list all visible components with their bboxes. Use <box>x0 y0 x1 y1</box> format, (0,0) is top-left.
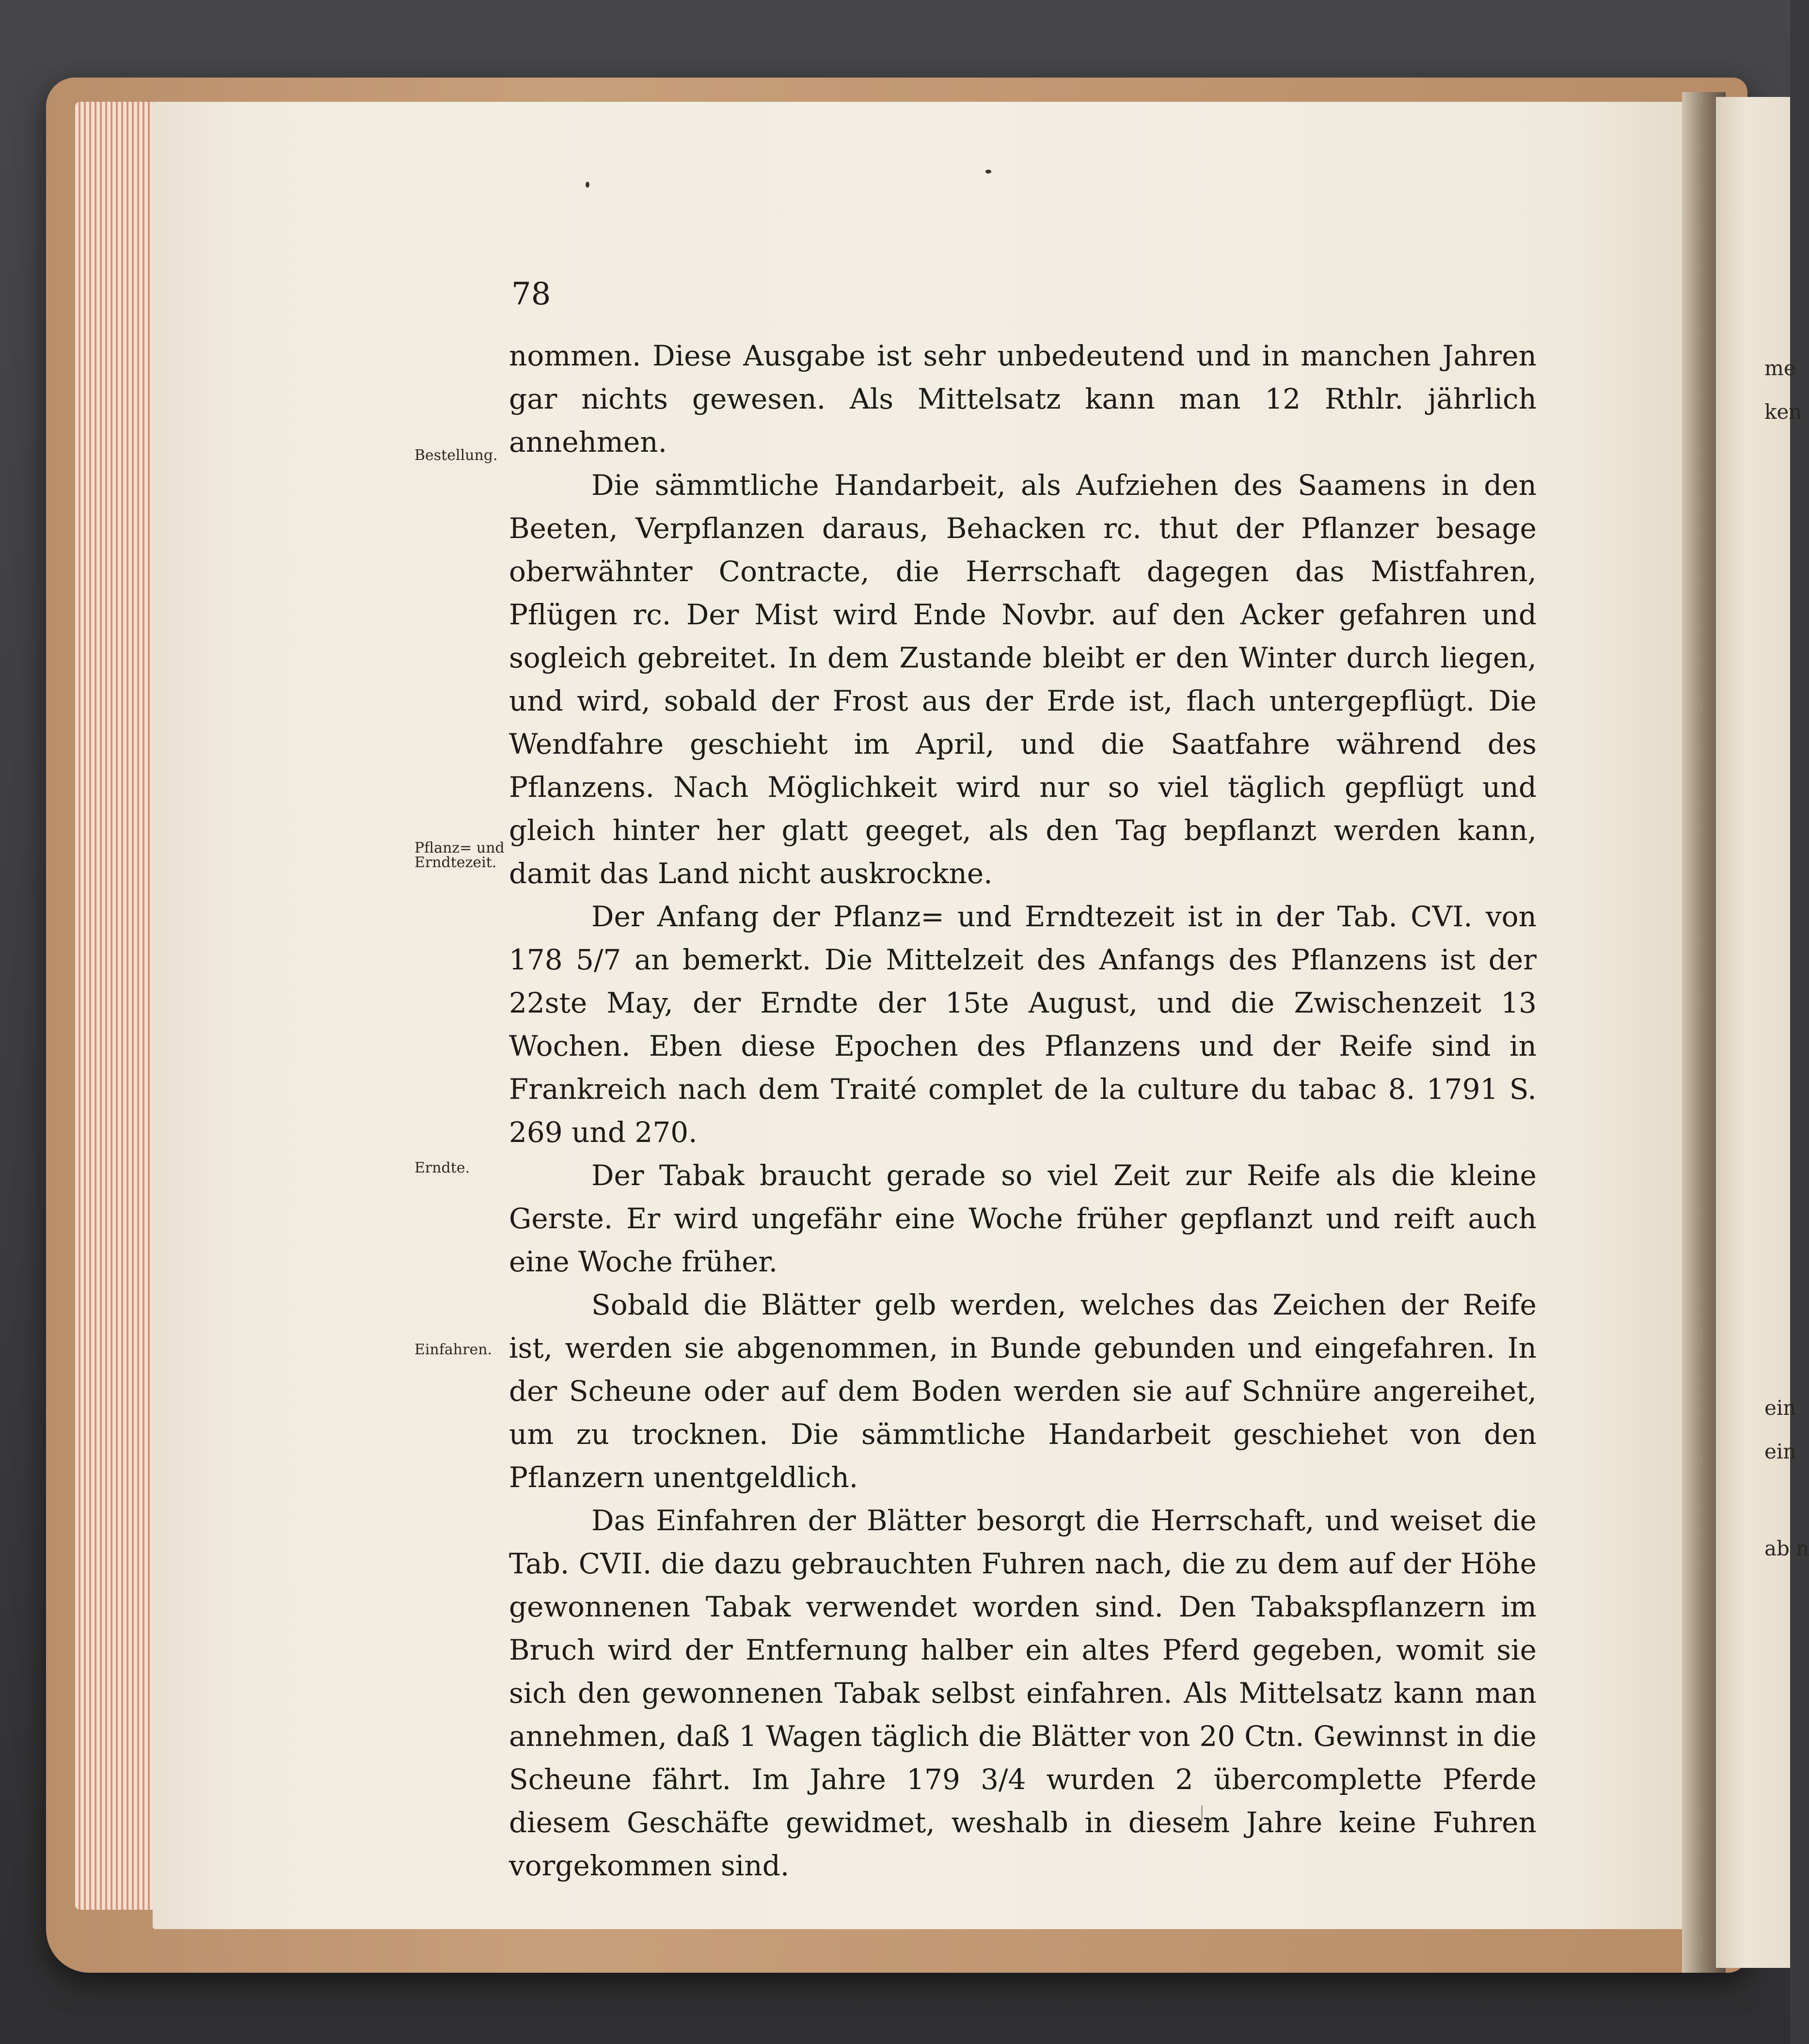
next-page-fragment: ein <box>1764 1396 1796 1420</box>
paragraph: nommen. Diese Ausgabe ist sehr unbedeutend und in manchen Jahren gar nichts gewesen. Als Mittelsatz kann man 12 Rthlr. jährlich annehmen. <box>509 339 1537 459</box>
ink-speck <box>586 182 589 188</box>
next-page-fragment: me <box>1764 356 1796 380</box>
paragraph: Der Anfang der Pflanz= und Erndtezeit ist in der Tab. CVI. von 178 5/7 an bemerkt. Die Mittelzeit des Anfangs des Pflanzens ist der 22ste May, der Erndte der 15te August, und die Zwischenzeit 13 Wochen. Eben diese Epochen des Pflanzens und der Reife sind in Frankreich nach dem Traité complet de la culture du tabac 8. 1791 S. 269 und 270. <box>509 900 1537 1149</box>
page-body-text <box>509 334 1537 1887</box>
paragraph: Die sämmtliche Handarbeit, als Aufziehen des Saamens in den Beeten, Verpflanzen daraus, Behacken rc. thut der Pflanzer besage oberwähnter Contracte, die Herrschaft dagegen das Mistfahren, Pflügen rc. Der Mist wird Ende Novbr. auf den Acker gefahren und sogleich gebreitet. In dem Zustande bleibt er den Winter durch liegen, und wird, sobald der Frost aus der Erde ist, flach untergepflügt. Die Wendfahre geschieht im April, und die Saatfahre während des Pflanzens. Nach Möglichkeit wird nur so viel täglich gepflügt und gleich hinter her glatt geeget, als den Tag bepflanzt werden kann, damit das Land nicht auskrockne. <box>509 469 1537 890</box>
next-page-fragment: ken <box>1764 400 1802 424</box>
margin-note-einfahren: Einfahren. <box>414 1341 492 1358</box>
ink-speck <box>985 170 991 174</box>
margin-note-erndte: Erndte. <box>414 1159 470 1176</box>
page-number: 78 <box>511 276 551 312</box>
paragraph: Das Einfahren der Blätter besorgt die Herrschaft, und weiset die Tab. CVII. die dazu gebrauchten Fuhren nach, die zu dem auf der Höhe gewonnenen Tabak verwendet worden sind. Den Tabakspflanzern im Bruch wird der Entfernung halber ein altes Pferd gegeben, womit sie sich den gewonnenen Tabak selbst einfahren. Als Mittelsatz kann man annehmen, daß 1 Wagen täglich die Blätter von 20 Ctn. Gewinnst in die Scheune fährt. Im Jahre 179 3/4 wurden 2 übercomplette Pferde diesem Geschäfte gewidmet, weshalb in diesem Jahre keine Fuhren vorgekommen sind. <box>509 1504 1537 1882</box>
paragraph: Der Tabak braucht gerade so viel Zeit zur Reife als die kleine Gerste. Er wird ungefähr eine Woche früher gepflanzt und reift auch eine Woche früher. <box>509 1159 1537 1278</box>
page-edges <box>75 102 158 1910</box>
paragraph: Sobald die Blätter gelb werden, welches das Zeichen der Reife ist, werden sie abgenommen, in Bunde gebunden und eingefahren. In der Scheune oder auf dem Boden werden sie auf Schnüre angereihet, um zu trocknen. Die sämmtliche Handarbeit geschiehet von den Pflanzern unentgeldlich. <box>509 1288 1537 1494</box>
next-page-fragment: ein <box>1764 1440 1796 1463</box>
next-page-fragment: ab n <box>1764 1537 1809 1560</box>
margin-note-pflanz-und-erndtezeit: Pflanz= und Erndtezeit. <box>414 840 505 871</box>
margin-note-bestellung: Bestellung. <box>414 447 498 464</box>
